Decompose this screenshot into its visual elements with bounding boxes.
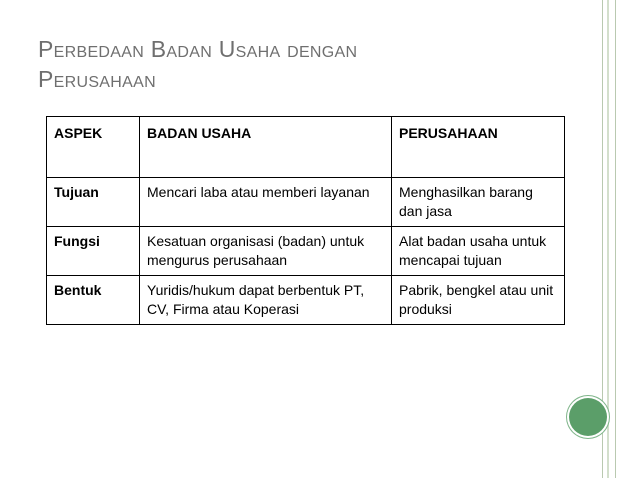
header-badan-usaha: BADAN USAHA [140,117,392,178]
cell-perusahaan: Pabrik, bengkel atau unit produksi [392,276,565,325]
cell-aspek: Tujuan [47,178,140,227]
cell-badan-usaha: Yuridis/hukum dapat berbentuk PT, CV, Firma atau Koperasi [140,276,392,325]
cell-aspek: Fungsi [47,227,140,276]
cell-perusahaan: Alat badan usaha untuk mencapai tujuan [392,227,565,276]
cell-badan-usaha: Kesatuan organisasi (badan) untuk mengurus perusahaan [140,227,392,276]
cell-perusahaan: Menghasilkan barang dan jasa [392,178,565,227]
table-row [47,178,565,227]
slide-title-line-2: Perusahaan [38,66,156,92]
decorative-circle [569,398,607,436]
table-header-row [47,117,565,178]
header-aspek: ASPEK [47,117,140,178]
table-row [47,227,565,276]
header-perusahaan: PERUSAHAAN [392,117,565,178]
comparison-table [46,116,565,325]
slide-title-line-1: Perbedaan Badan Usaha dengan [38,36,358,62]
table-row [47,276,565,325]
cell-aspek: Bentuk [47,276,140,325]
cell-badan-usaha: Mencari laba atau memberi layanan [140,178,392,227]
slide-title [38,34,558,94]
